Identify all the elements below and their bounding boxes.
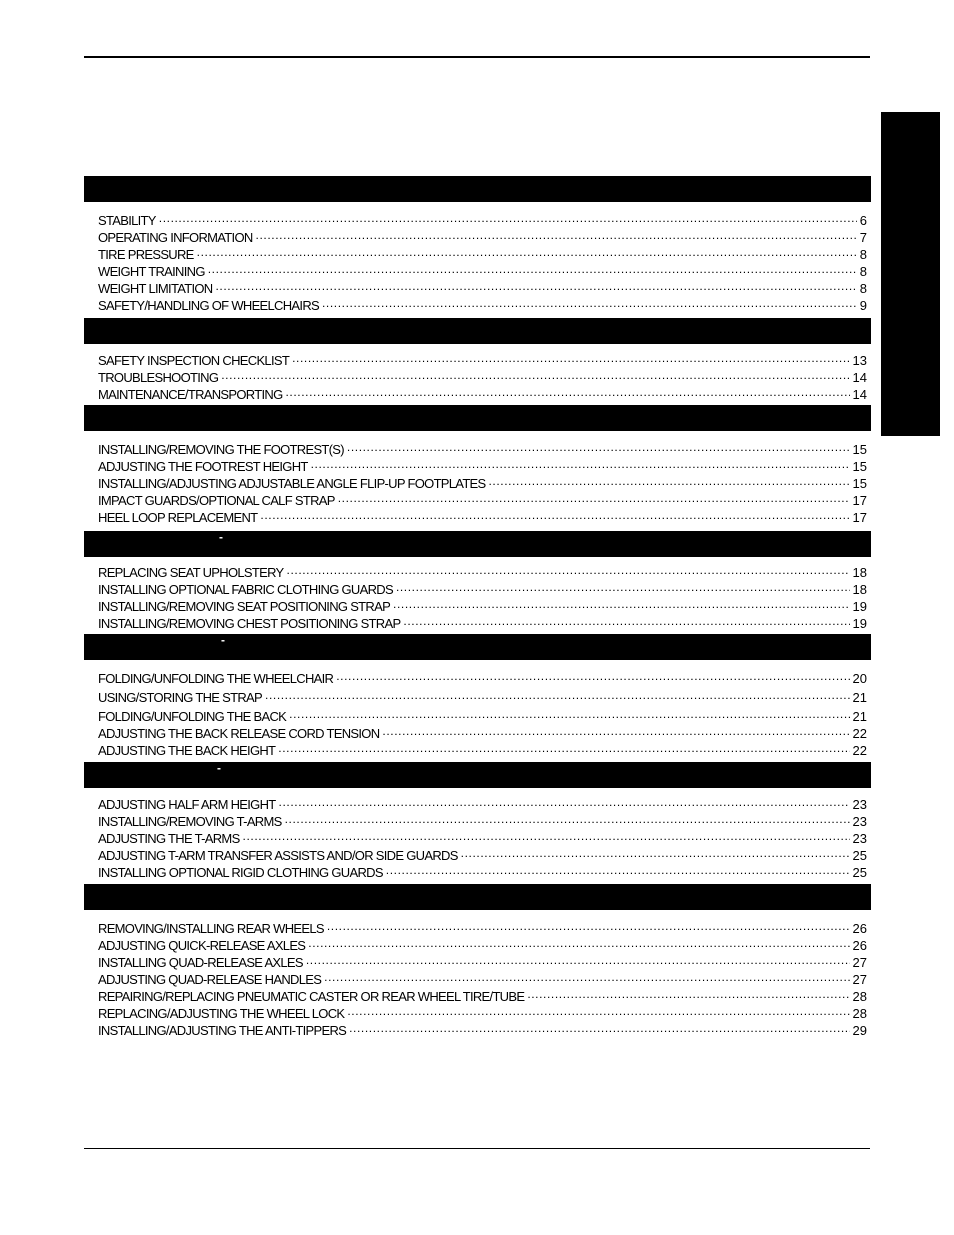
toc-entry-page-number: 18	[852, 582, 867, 597]
toc-entry-page-number: 8	[859, 264, 867, 279]
toc-entry-title: WEIGHT TRAINING	[98, 264, 205, 279]
toc-entry[interactable]	[98, 792, 867, 812]
section-header-bar	[84, 531, 871, 557]
toc-entry-page-number: 18	[852, 565, 867, 580]
toc-entry-page-number: 20	[852, 671, 867, 686]
toc-entry-title: MAINTENANCE/TRANSPORTING	[98, 387, 283, 402]
toc-entry-page-number: 14	[852, 387, 867, 402]
toc-entry-title: INSTALLING/REMOVING SEAT POSITIONING STRAP	[98, 599, 391, 614]
toc-entry[interactable]	[98, 208, 867, 228]
dot-leader	[393, 594, 849, 611]
toc-entry-title: USING/STORING THE STRAP	[98, 690, 263, 705]
toc-entry-title: INSTALLING QUAD-RELEASE AXLES	[98, 955, 303, 970]
toc-entry-title: OPERATING INFORMATION	[98, 230, 253, 245]
toc-entry[interactable]	[98, 721, 867, 741]
side-tab-marker	[881, 112, 940, 436]
toc-entry-title: INSTALLING/REMOVING T-ARMS	[98, 814, 282, 829]
top-rule	[84, 56, 870, 58]
toc-entry-page-number: 8	[859, 247, 867, 262]
dot-leader	[382, 721, 849, 738]
toc-entry-title: ADJUSTING T-ARM TRANSFER ASSISTS AND/OR SIDE GUARDS	[98, 848, 458, 863]
dot-leader	[260, 505, 849, 522]
toc-entry-page-number: 28	[852, 989, 867, 1004]
dot-leader	[461, 843, 850, 860]
toc-entry-title: REMOVING/INSTALLING REAR WHEELS	[98, 921, 324, 936]
dot-leader	[287, 560, 850, 577]
dot-leader	[159, 208, 857, 225]
dot-leader	[221, 365, 849, 382]
section-header-bar	[84, 176, 871, 202]
toc-entry-page-number: 15	[852, 476, 867, 491]
toc-entry-page-number: 17	[852, 493, 867, 508]
dot-leader	[265, 685, 850, 702]
dot-leader	[292, 348, 849, 365]
toc-entry-page-number: 19	[852, 599, 867, 614]
toc-entry-page-number: 6	[859, 213, 867, 228]
toc-entry[interactable]	[98, 348, 867, 368]
dot-leader	[327, 916, 850, 933]
toc-entry-title: REPLACING SEAT UPHOLSTERY	[98, 565, 284, 580]
toc-entry-page-number: 27	[852, 972, 867, 987]
section-header-bar	[84, 634, 871, 660]
dot-leader	[347, 1001, 849, 1018]
toc-entry-title: INSTALLING OPTIONAL FABRIC CLOTHING GUARDS	[98, 582, 393, 597]
toc-entry-page-number: 22	[852, 726, 867, 741]
toc-entry-list	[84, 208, 871, 313]
toc-section-2	[84, 318, 871, 402]
toc-entry[interactable]	[98, 738, 867, 758]
toc-entry-page-number: 17	[852, 510, 867, 525]
toc-section-1	[84, 176, 871, 313]
dot-leader	[256, 225, 857, 242]
dot-leader	[278, 738, 849, 755]
toc-entry-page-number: 25	[852, 848, 867, 863]
dot-leader	[338, 488, 850, 505]
toc-entry[interactable]	[98, 242, 867, 262]
dot-leader	[289, 704, 849, 721]
toc-entry-title: FOLDING/UNFOLDING THE BACK	[98, 709, 287, 724]
section-header-bar	[84, 884, 871, 910]
section-header-dash: -	[221, 633, 225, 647]
toc-entry-title: TIRE PRESSURE	[98, 247, 194, 262]
dot-leader	[306, 950, 850, 967]
toc-entry-list	[84, 666, 871, 758]
toc-entry-page-number: 23	[852, 797, 867, 812]
toc-entry-page-number: 13	[852, 353, 867, 368]
section-header-bar	[84, 318, 871, 344]
dot-leader	[349, 1018, 849, 1035]
toc-entry-title: ADJUSTING QUICK-RELEASE AXLES	[98, 938, 306, 953]
dot-leader	[324, 967, 849, 984]
section-header-dash: -	[217, 761, 221, 775]
toc-entry-page-number: 23	[852, 831, 867, 846]
toc-entry-page-number: 8	[859, 281, 867, 296]
toc-entry-list	[84, 560, 871, 631]
toc-entry[interactable]	[98, 685, 867, 705]
toc-entry-title: INSTALLING/REMOVING THE FOOTREST(S)	[98, 442, 344, 457]
toc-entry-page-number: 25	[852, 865, 867, 880]
toc-entry-page-number: 15	[852, 459, 867, 474]
toc-entry-list	[84, 348, 871, 402]
dot-leader	[336, 666, 849, 683]
toc-entry-title: ADJUSTING QUAD-RELEASE HANDLES	[98, 972, 322, 987]
toc-entry-title: ADJUSTING HALF ARM HEIGHT	[98, 797, 276, 812]
dot-leader	[403, 611, 849, 628]
toc-entry-title: HEEL LOOP REPLACEMENT	[98, 510, 258, 525]
toc-entry-page-number: 26	[852, 921, 867, 936]
dot-leader	[347, 437, 850, 454]
toc-entry-title: ADJUSTING THE BACK HEIGHT	[98, 743, 276, 758]
toc-section-3	[84, 405, 871, 525]
toc-entry-title: INSTALLING/ADJUSTING THE ANTI-TIPPERS	[98, 1023, 347, 1038]
toc-entry-title: ADJUSTING THE FOOTREST HEIGHT	[98, 459, 308, 474]
dot-leader	[197, 242, 857, 259]
toc-entry-page-number: 9	[859, 298, 867, 313]
toc-entry-title: SAFETY/HANDLING OF WHEELCHAIRS	[98, 298, 319, 313]
toc-entry-page-number: 15	[852, 442, 867, 457]
toc-entry[interactable]	[98, 704, 867, 724]
toc-entry-page-number: 27	[852, 955, 867, 970]
dot-leader	[322, 293, 857, 310]
section-header-bar	[84, 405, 871, 431]
toc-entry[interactable]	[98, 259, 867, 279]
dot-leader	[285, 809, 850, 826]
bottom-rule	[84, 1148, 870, 1149]
toc-entry-title: SAFETY INSPECTION CHECKLIST	[98, 353, 290, 368]
toc-entry-title: INSTALLING OPTIONAL RIGID CLOTHING GUARDS	[98, 865, 383, 880]
toc-entry-title: WEIGHT LIMITATION	[98, 281, 213, 296]
toc-entry-page-number: 29	[852, 1023, 867, 1038]
toc-entry[interactable]	[98, 560, 867, 580]
toc-entry-title: REPLACING/ADJUSTING THE WHEEL LOCK	[98, 1006, 345, 1021]
section-header-dash: -	[219, 530, 223, 544]
toc-section-6	[84, 761, 871, 880]
toc-entry-page-number: 23	[852, 814, 867, 829]
toc-entry-page-number: 21	[852, 709, 867, 724]
toc-entry-title: IMPACT GUARDS/OPTIONAL CALF STRAP	[98, 493, 335, 508]
toc-entry[interactable]	[98, 293, 867, 313]
toc-entry-page-number: 19	[852, 616, 867, 631]
toc-entry-list	[84, 792, 871, 880]
toc-entry-list	[84, 437, 871, 525]
section-header-bar	[84, 762, 871, 788]
dot-leader	[308, 933, 849, 950]
toc-entry-title: REPAIRING/REPLACING PNEUMATIC CASTER OR REAR WHEEL TIRE/TUBE	[98, 989, 525, 1004]
toc-entry[interactable]	[98, 225, 867, 245]
toc-entry-title: ADJUSTING THE BACK RELEASE CORD TENSION	[98, 726, 380, 741]
toc-entry-title: STABILITY	[98, 213, 156, 228]
toc-entry-page-number: 28	[852, 1006, 867, 1021]
dot-leader	[285, 382, 849, 399]
dot-leader	[527, 984, 849, 1001]
dot-leader	[396, 577, 850, 594]
toc-section-5	[84, 633, 871, 758]
toc-entry-page-number: 21	[852, 690, 867, 705]
dot-leader	[208, 259, 857, 276]
toc-entry[interactable]	[98, 276, 867, 296]
dot-leader	[489, 471, 850, 488]
toc-entry[interactable]	[98, 666, 867, 686]
toc-entry[interactable]	[98, 916, 867, 936]
toc-entry[interactable]	[98, 437, 867, 457]
toc-entry-list	[84, 916, 871, 1038]
toc-entry-page-number: 22	[852, 743, 867, 758]
dot-leader	[216, 276, 857, 293]
toc-entry-page-number: 26	[852, 938, 867, 953]
dot-leader	[243, 826, 850, 843]
toc-entry-title: INSTALLING/ADJUSTING ADJUSTABLE ANGLE FLIP-UP FOOTPLATES	[98, 476, 486, 491]
dot-leader	[311, 454, 850, 471]
toc-entry-page-number: 14	[852, 370, 867, 385]
toc-section-7	[84, 884, 871, 1038]
dot-leader	[386, 860, 850, 877]
toc-entry-title: INSTALLING/REMOVING CHEST POSITIONING STRAP	[98, 616, 401, 631]
toc-entry-title: FOLDING/UNFOLDING THE WHEELCHAIR	[98, 671, 334, 686]
dot-leader	[279, 792, 850, 809]
toc-entry-page-number: 7	[859, 230, 867, 245]
toc-entry-title: ADJUSTING THE T-ARMS	[98, 831, 240, 846]
toc-entry-title: TROUBLESHOOTING	[98, 370, 219, 385]
toc-section-4	[84, 530, 871, 631]
